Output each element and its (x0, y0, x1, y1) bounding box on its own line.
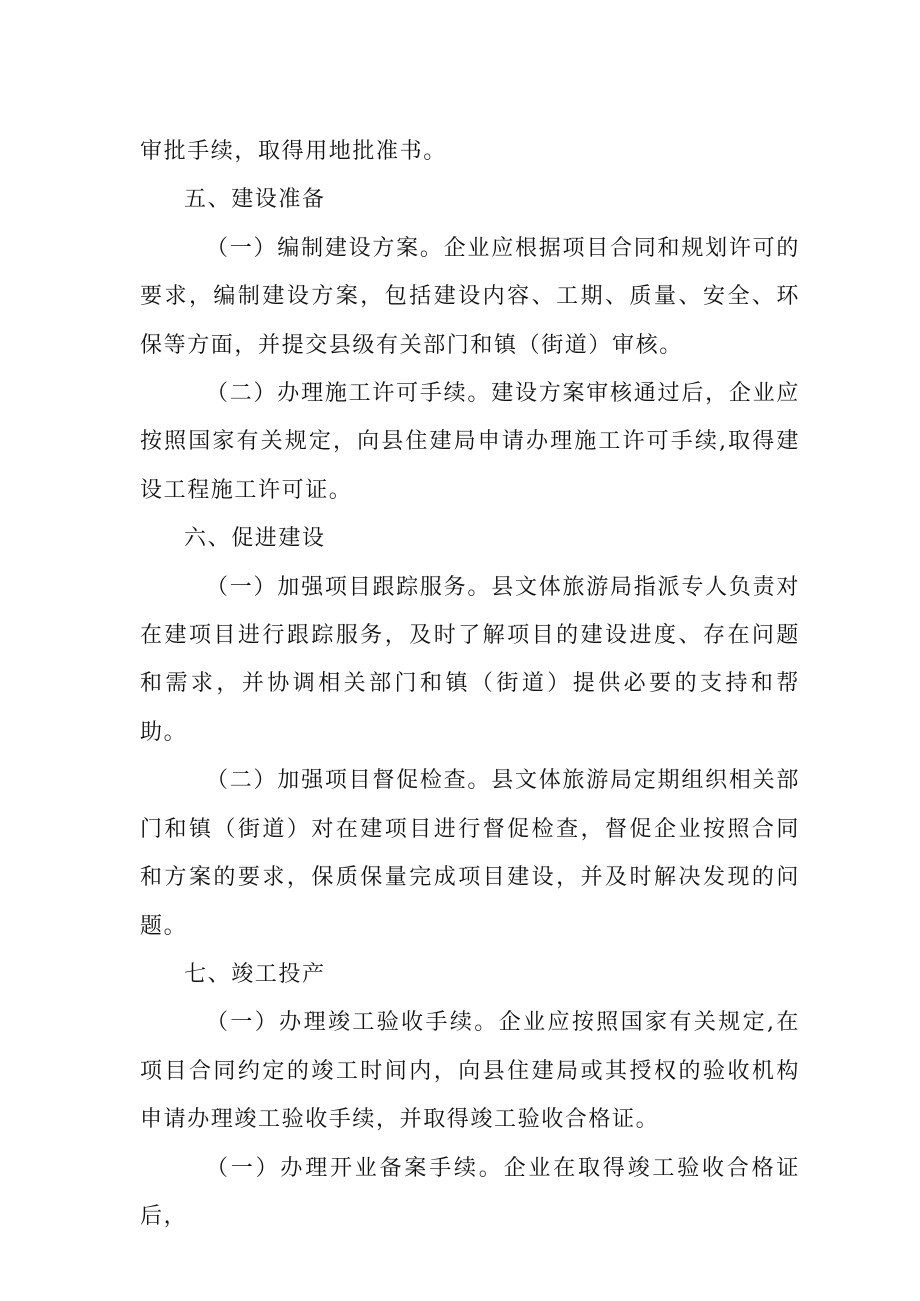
paragraph-5-2: （二）办理施工许可手续。建设方案审核通过后，企业应按照国家有关规定，向县住建局申请办理施工许可手续,取得建设工程施工许可证。 (140, 381, 800, 503)
paragraph-7-2: （一）办理开业备案手续。企业在取得竣工验收合格证后， (140, 1155, 800, 1229)
paragraph-5-1: （一）编制建设方案。企业应根据项目合同和规划许可的要求，编制建设方案，包括建设内容、工期、质量、安全、环保等方面，并提交县级有关部门和镇（街道）审核。 (140, 235, 800, 358)
paragraph-7-1: （一）办理竣工验收手续。企业应按照国家有关规定,在项目合同约定的竣工时间内，向县住建局或其授权的验收机构申请办理竣工验收手续，并取得竣工验收合格证。 (140, 1010, 800, 1133)
paragraph-6-2: （二）加强项目督促检查。县文体旅游局定期组织相关部门和镇（街道）对在建项目进行督促检查，督促企业按照合同和方案的要求，保质保量完成项目建设，并及时解决发现的问题。 (140, 768, 800, 939)
document-body (140, 128, 800, 1241)
paragraph-continuation: 审批手续，取得用地批准书。 (140, 139, 447, 164)
section-heading-6: 六、促进建设 (184, 526, 326, 552)
paragraph-6-1: （一）加强项目跟踪服务。县文体旅游局指派专人负责对在建项目进行跟踪服务，及时了解项目的建设进度、存在问题和需求，并协调相关部门和镇（街道）提供必要的支持和帮助。 (140, 574, 800, 745)
section-heading-5: 五、建设准备 (184, 187, 326, 213)
section-heading-7: 七、竣工投产 (184, 961, 326, 987)
